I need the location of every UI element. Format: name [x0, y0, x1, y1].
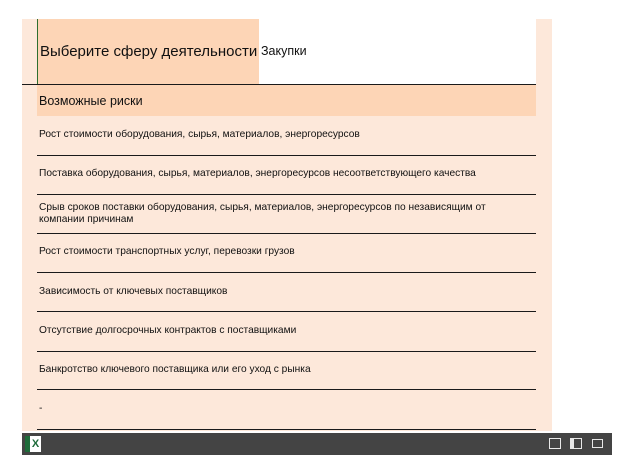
fullscreen-icon[interactable]: [592, 439, 603, 448]
activity-value: Закупки: [261, 44, 307, 58]
risk-item[interactable]: Рост стоимости транспортных услуг, перевозки грузов: [39, 246, 295, 257]
row-divider: [37, 389, 536, 390]
risk-item[interactable]: -: [39, 403, 43, 414]
risk-item[interactable]: Отсутствие долгосрочных контрактов с поставщиками: [39, 325, 297, 336]
excel-icon[interactable]: X: [25, 436, 41, 452]
row-divider: [37, 351, 536, 352]
activity-label: Выберите сферу деятельности: [40, 43, 258, 60]
status-bar: [22, 433, 612, 455]
row-divider: [37, 194, 536, 195]
risk-item[interactable]: Зависимость от ключевых поставщиков: [39, 286, 228, 297]
risks-header-cell[interactable]: [37, 85, 536, 116]
row-divider: [37, 233, 536, 234]
share-icon[interactable]: [549, 438, 561, 449]
reading-view-icon[interactable]: [570, 438, 582, 449]
risk-item[interactable]: Срыв сроков поставки оборудования, сырья, материалов, энергоресурсов по независящим от компании причинам: [39, 202, 486, 225]
activity-label-cell[interactable]: [37, 19, 259, 84]
row-divider: [37, 272, 536, 273]
row-divider: [37, 155, 536, 156]
worksheet-right-column: [536, 19, 552, 431]
row-divider: [37, 311, 536, 312]
row-divider: [37, 429, 536, 430]
risk-item[interactable]: Банкротство ключевого поставщика или его уход с рынка: [39, 364, 311, 375]
risks-title: Возможные риски: [39, 94, 143, 108]
risk-item[interactable]: Рост стоимости оборудования, сырья, материалов, энергоресурсов: [39, 129, 360, 140]
risk-item[interactable]: Поставка оборудования, сырья, материалов, энергоресурсов несоответствующего качества: [39, 168, 476, 179]
activity-value-cell[interactable]: [259, 19, 536, 84]
